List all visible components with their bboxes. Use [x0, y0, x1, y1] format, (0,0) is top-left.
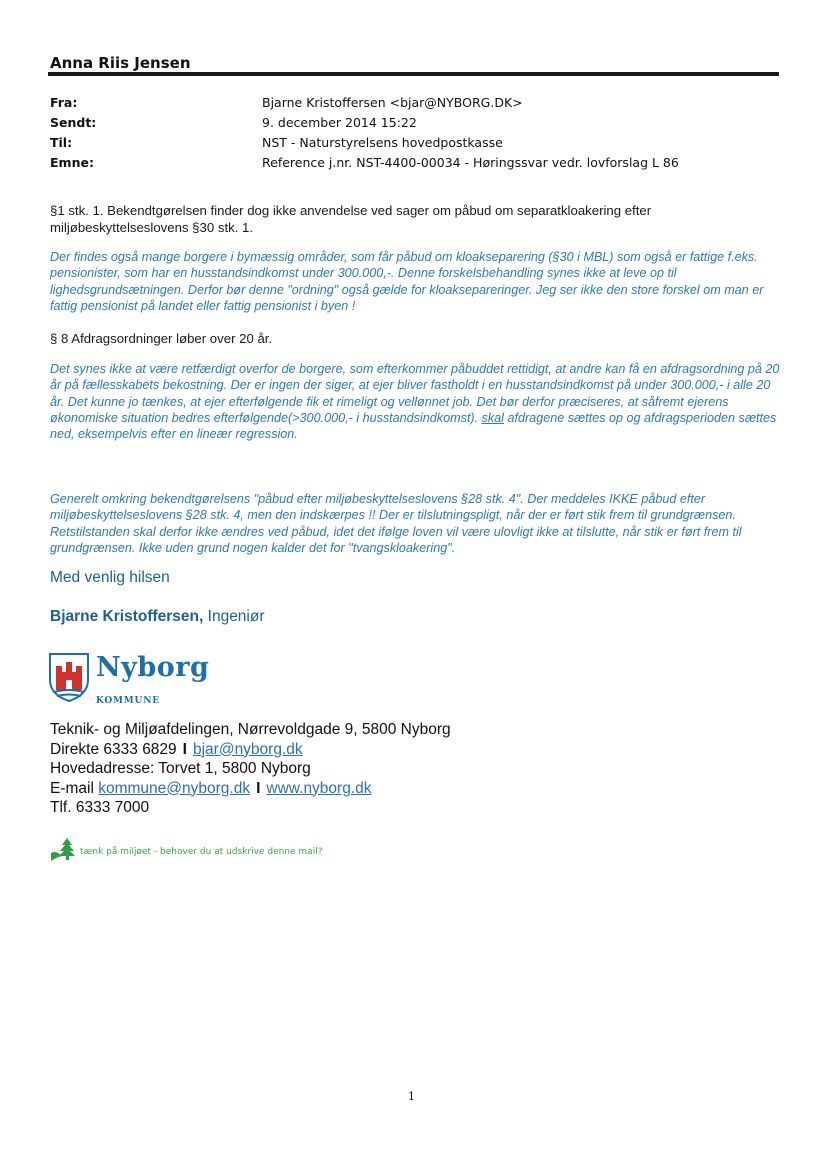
logo-wordmark: Nyborg: [96, 652, 210, 683]
from-value: Bjarne Kristoffersen <bjar@NYBORG.DK>: [262, 95, 523, 110]
header-row-from: [50, 93, 750, 113]
paragraph-comment-2: [50, 361, 780, 442]
greeting: Med venlig hilsen: [50, 569, 170, 586]
coat-of-arms-icon: [48, 652, 90, 702]
paragraph-comment-1: Der findes også mange borgere i bymæssig områder, som får påbud om kloakseparering (§30 i MBL) som også er fattige f.eks. pensionister, som har en husstandsindkomst under 300.000,-. Denne forskelsbehandling synes ikke at leve op til lighedsgrundsætningen. Derfor bør denne "ordning" også gælde for kloaksepareringer. Jeg ser ikke den store forskel om man er fattig pensionist på landet eller fattig pensionist i byen !: [50, 250, 764, 313]
separator: I: [256, 779, 261, 797]
email-header-fields: [50, 93, 750, 173]
direct-line: [50, 740, 451, 760]
to-value: NST - Naturstyrelsens hovedpostkasse: [262, 135, 503, 150]
signature-name: Bjarne Kristoffersen,: [50, 608, 204, 625]
paragraph-section-8: § 8 Afdragsordninger løber over 20 år.: [50, 331, 273, 346]
eco-notice-text: tænk på miljøet - behover du at udskrive denne mail?: [80, 847, 323, 857]
phone-number: Tlf. 6333 7000: [50, 799, 150, 816]
email-label: E-mail: [50, 779, 94, 797]
from-label: Fra:: [50, 95, 78, 110]
email-line: [50, 779, 451, 799]
header-rule: [48, 72, 779, 76]
page-number: 1: [408, 1090, 415, 1103]
subject-value: Reference j.nr. NST-4400-00034 - Høringssvar vedr. lovforslag L 86: [262, 155, 679, 170]
contact-block: [50, 720, 451, 818]
header-row-subject: [50, 153, 750, 173]
separator: I: [182, 740, 187, 758]
comment-2-text: Det synes ikke at være retfærdigt overfor de borgere, som efterkommer påbuddet rettidigt, at andre kan få en afdragsordning på 20 år på fællesskabets bekostning. Der er ingen der siger, at ejer bliver fastholdt i en husstandsindkomst på under 300.000,- i alle 20 år. Det kunne jo tænkes, at ejer efterfølgende fik et rimeligt og vellønnet job. Det bør derfor præciseres, at såfremt ejerens økonomiske situation bedres efterfølgende(>300.000,- i husstandsindkomst).: [50, 362, 780, 425]
tree-icon: [50, 836, 76, 862]
kommune-email-link[interactable]: kommune@nyborg.dk: [98, 779, 251, 797]
signature-title: Ingeniør: [207, 608, 265, 625]
paragraph-comment-3: Generelt omkring bekendtgørelsens "påbud efter miljøbeskyttelseslovens §28 stk. 4". Der meddeles IKKE påbud efter miljøbeskyttelseslovens §28 stk. 4, men den indskærpes !! Der er tilslutningspligt, når der er ført stik frem til grundgrænsen. Retstilstanden skal derfor ikke ændres ved påbud, idet det ifølge loven vil være ulovligt ikke at tilslutte, når stik er ført frem til grundgrænsen. Ikke uden grund nogen kalder det for "tvangskloakering".: [50, 492, 742, 555]
subject-label: Emne:: [50, 155, 94, 170]
comment-2-emphasis: skal: [481, 410, 504, 425]
nyborg-logo: [48, 652, 208, 712]
direct-email-link[interactable]: bjar@nyborg.dk: [192, 740, 303, 758]
logo-subtitle: KOMMUNE: [96, 696, 160, 706]
comment-2-text-end: afdragene sættes op og afdragsperioden sættes ned, eksempelvis efter en lineær regression.: [50, 410, 777, 442]
signature-name-line: [50, 608, 265, 626]
header-row-to: [50, 133, 750, 153]
sent-label: Sendt:: [50, 115, 97, 130]
sender-name: Anna Riis Jensen: [50, 54, 191, 72]
website-link[interactable]: www.nyborg.dk: [266, 779, 372, 797]
sent-value: 9. december 2014 15:22: [262, 115, 417, 130]
department-address: Teknik- og Miljøafdelingen, Nørrevoldgade 9, 5800 Nyborg: [50, 721, 451, 738]
paragraph-section-1: §1 stk. 1. Bekendtgørelsen finder dog ikke anvendelse ved sager om påbud om separatkloakering efter miljøbeskyttelseslovens §30 stk. 1.: [50, 203, 652, 235]
main-address: Hovedadresse: Torvet 1, 5800 Nyborg: [50, 760, 311, 777]
to-label: Til:: [50, 135, 73, 150]
direct-phone: Direkte 6333 6829: [50, 740, 177, 758]
header-row-sent: [50, 113, 750, 133]
